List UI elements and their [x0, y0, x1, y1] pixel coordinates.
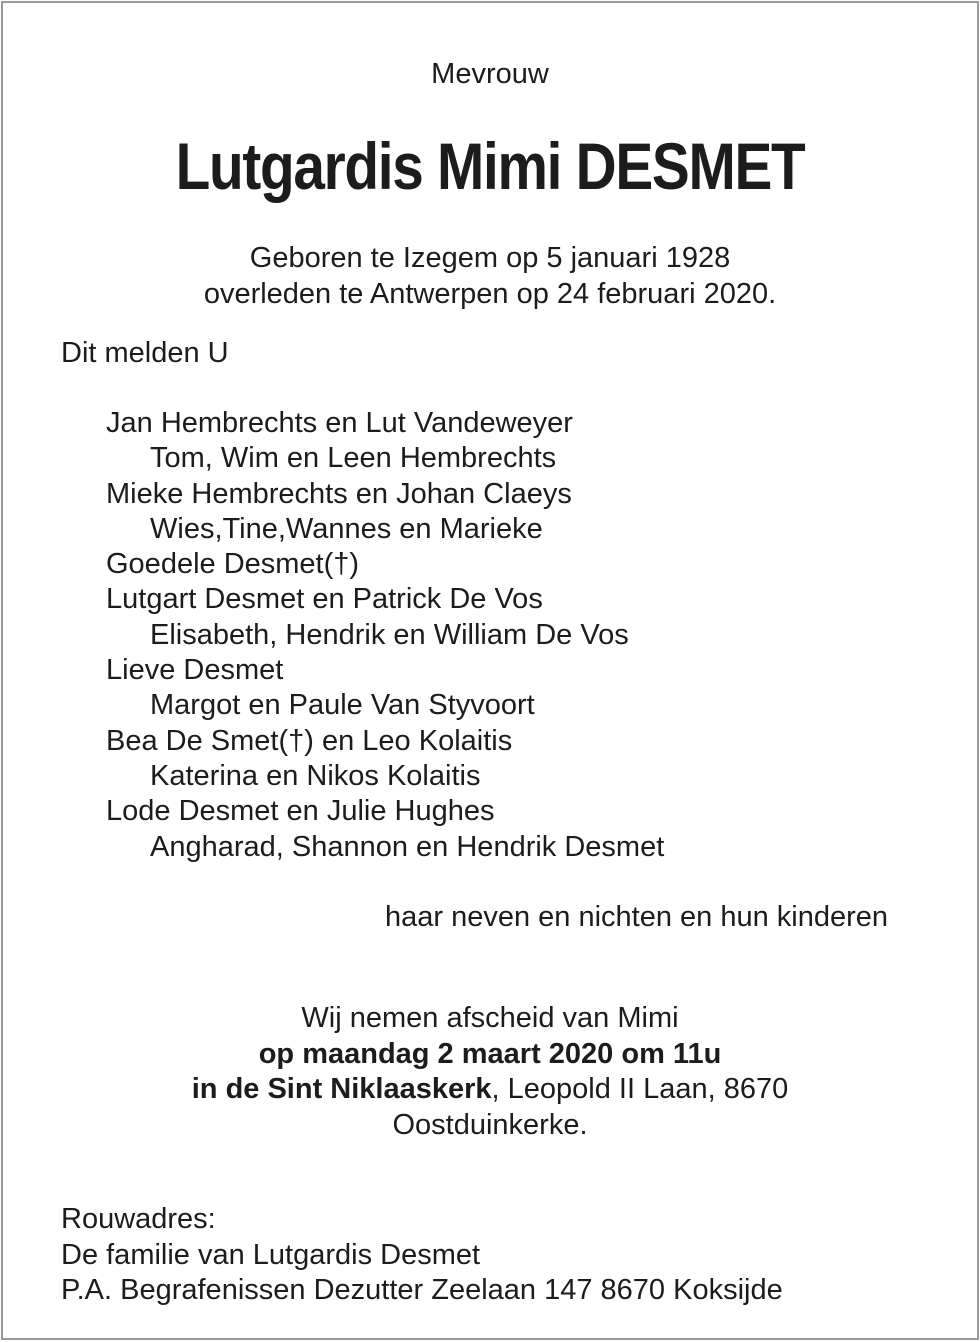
service-location [3, 1072, 977, 1106]
mourning-address-label: Rouwadres: [61, 1203, 216, 1235]
grandchildren: Elisabeth, Hendrik en William De Vos [150, 618, 629, 651]
family-member: Lieve Desmet [106, 654, 284, 687]
grandchildren: Angharad, Shannon en Hendrik Desmet [150, 830, 665, 863]
grandchildren: Margot en Paule Van Styvoort [150, 689, 535, 722]
deceased-name: Lutgardis Mimi DESMET [175, 129, 805, 203]
announcement-intro: Dit melden U [61, 337, 229, 369]
family-member: Lutgart Desmet en Patrick De Vos [106, 583, 543, 616]
family-member: Goedele Desmet(†) [106, 548, 360, 581]
obituary-notice [1, 1, 979, 1340]
service-town: Oostduinkerke. [392, 1109, 588, 1141]
family-member: Mieke Hembrechts en Johan Claeys [106, 477, 572, 510]
family-member: Bea De Smet(†) en Leo Kolaitis [106, 724, 513, 757]
family-member: Lode Desmet en Julie Hughes [106, 795, 495, 828]
service-date: op maandag 2 maart 2020 om 11u [258, 1038, 722, 1070]
family-list [106, 406, 664, 865]
farewell-intro: Wij nemen afscheid van Mimi [301, 1002, 679, 1034]
salutation: Mevrouw [431, 58, 549, 90]
grandchildren: Katerina en Nikos Kolaitis [150, 759, 481, 792]
death-line: overleden te Antwerpen op 24 februari 2020. [203, 278, 777, 310]
mourning-address [61, 1202, 783, 1309]
grandchildren: Wies,Tine,Wannes en Marieke [150, 512, 543, 545]
family-member: Jan Hembrechts en Lut Vandeweyer [106, 407, 573, 439]
mourning-address-line2: P.A. Begrafenissen Dezutter Zeelaan 147 8670 Koksijde [61, 1274, 783, 1306]
birth-line: Geboren te Izegem op 5 januari 1928 [249, 242, 731, 274]
relatives-line: haar neven en nichten en hun kinderen [385, 901, 889, 933]
church-street: , Leopold II Laan, 8670 [491, 1073, 789, 1105]
church-name: in de Sint Niklaaskerk [191, 1073, 492, 1105]
mourning-address-line1: De familie van Lutgardis Desmet [61, 1238, 481, 1271]
grandchildren: Tom, Wim en Leen Hembrechts [150, 442, 557, 475]
